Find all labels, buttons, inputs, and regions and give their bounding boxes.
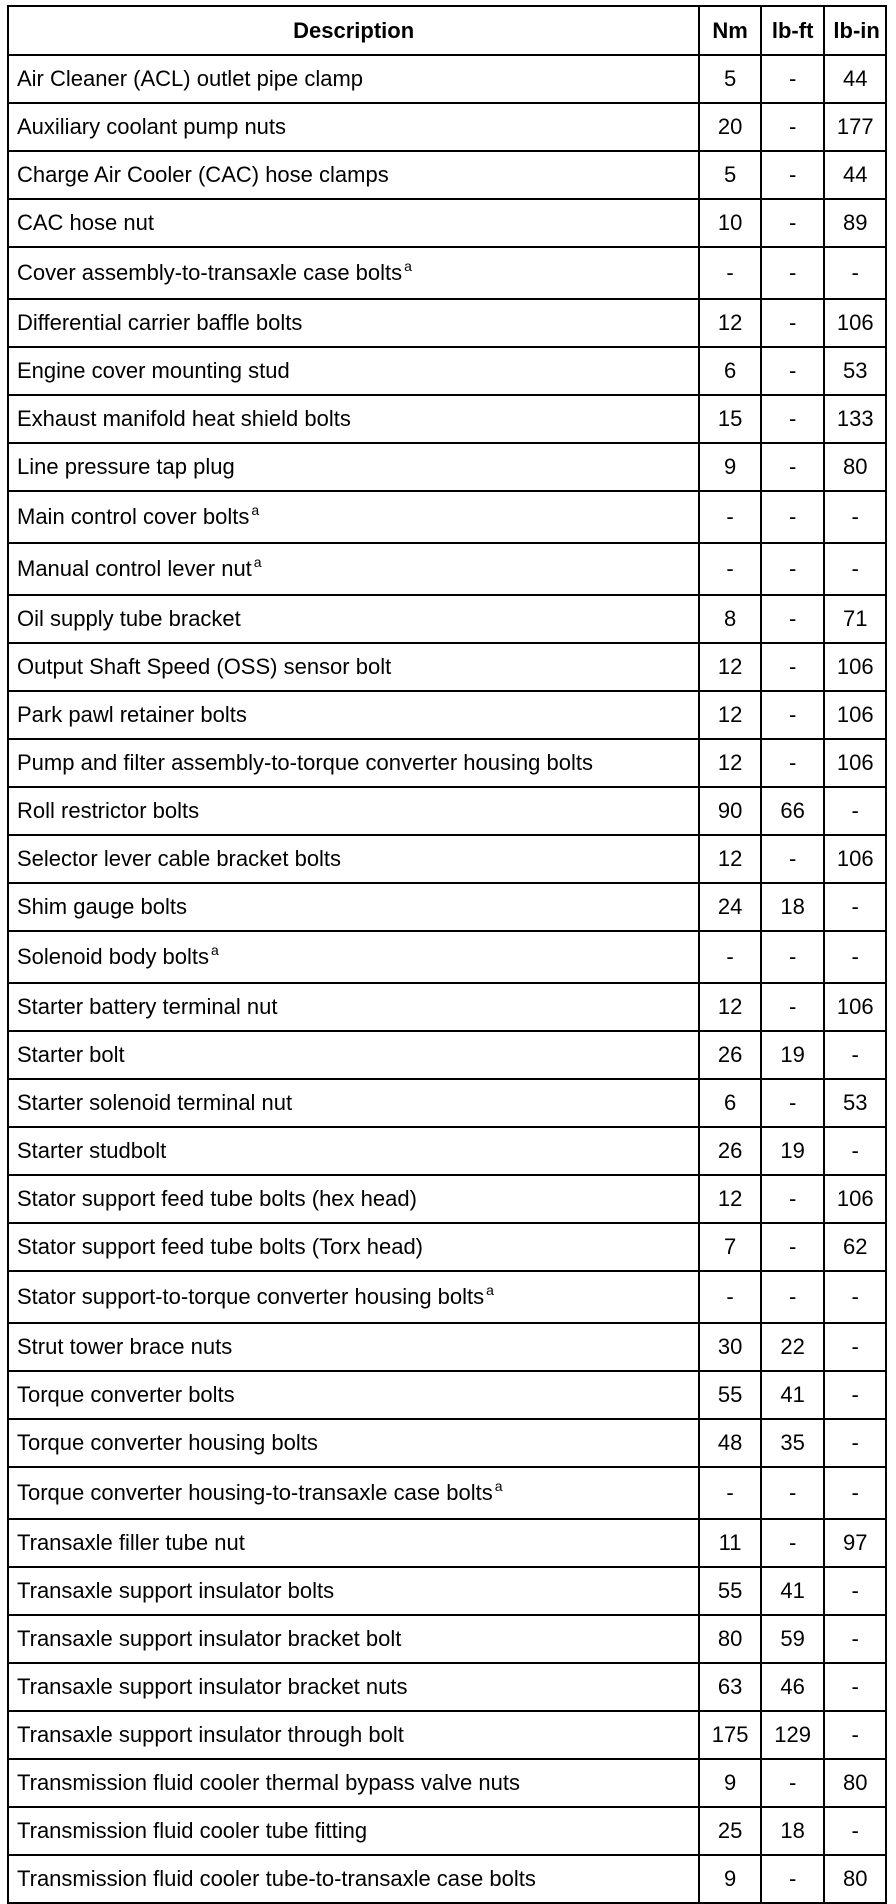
- cell-nm: 12: [699, 691, 761, 739]
- description-text: Starter bolt: [17, 1042, 125, 1067]
- cell-lbin: -: [824, 1567, 886, 1615]
- cell-lbft: -: [761, 347, 825, 395]
- table-row: [8, 199, 886, 247]
- column-header-lbin: lb-in: [824, 6, 886, 55]
- cell-lbft: -: [761, 835, 825, 883]
- description-text: Manual control lever nut: [17, 556, 252, 581]
- table-row: [8, 983, 886, 1031]
- table-row: [8, 1615, 886, 1663]
- description-text: Air Cleaner (ACL) outlet pipe clamp: [17, 66, 364, 91]
- table-row: [8, 1855, 886, 1903]
- cell-lbft: 19: [761, 1031, 825, 1079]
- table-row: [8, 1271, 886, 1323]
- cell-nm: 55: [699, 1371, 761, 1419]
- description-text: Oil supply tube bracket: [17, 606, 241, 631]
- table-row: [8, 151, 886, 199]
- description-text: Line pressure tap plug: [17, 454, 235, 479]
- cell-nm: 15: [699, 395, 761, 443]
- cell-description: [8, 543, 699, 595]
- cell-lbft: -: [761, 1271, 825, 1323]
- cell-nm: -: [699, 543, 761, 595]
- cell-lbin: 71: [824, 595, 886, 643]
- description-text: Selector lever cable bracket bolts: [17, 846, 342, 871]
- cell-nm: -: [699, 1467, 761, 1519]
- cell-description: [8, 151, 699, 199]
- cell-nm: 30: [699, 1323, 761, 1371]
- cell-description: [8, 931, 699, 983]
- cell-nm: 9: [699, 1855, 761, 1903]
- cell-lbft: -: [761, 199, 825, 247]
- description-text: Torque converter bolts: [17, 1382, 235, 1407]
- cell-description: [8, 1419, 699, 1467]
- table-row: [8, 543, 886, 595]
- cell-lbin: -: [824, 1663, 886, 1711]
- cell-description: [8, 1855, 699, 1903]
- cell-lbft: 18: [761, 883, 825, 931]
- cell-nm: 24: [699, 883, 761, 931]
- cell-nm: 90: [699, 787, 761, 835]
- table-row: [8, 1371, 886, 1419]
- description-text: Engine cover mounting stud: [17, 358, 290, 383]
- table-row: [8, 1031, 886, 1079]
- table-row: [8, 347, 886, 395]
- header-row: [8, 6, 886, 55]
- description-text: Transaxle support insulator bracket nuts: [17, 1674, 408, 1699]
- cell-lbin: -: [824, 1615, 886, 1663]
- table-row: [8, 1567, 886, 1615]
- cell-nm: 12: [699, 983, 761, 1031]
- cell-description: [8, 491, 699, 543]
- description-text: Main control cover bolts: [17, 504, 250, 529]
- cell-lbin: 133: [824, 395, 886, 443]
- cell-nm: -: [699, 491, 761, 543]
- table-row: [8, 491, 886, 543]
- cell-nm: 8: [699, 595, 761, 643]
- cell-lbin: 106: [824, 299, 886, 347]
- cell-nm: 5: [699, 55, 761, 103]
- description-text: Auxiliary coolant pump nuts: [17, 114, 287, 139]
- description-text: Transmission fluid cooler tube fitting: [17, 1818, 368, 1843]
- table-row: [8, 643, 886, 691]
- footnote-marker: a: [404, 258, 412, 274]
- cell-description: [8, 1371, 699, 1419]
- table-row: [8, 739, 886, 787]
- cell-lbft: 41: [761, 1567, 825, 1615]
- cell-description: [8, 595, 699, 643]
- cell-description: [8, 103, 699, 151]
- cell-lbft: -: [761, 55, 825, 103]
- table-row: [8, 395, 886, 443]
- cell-nm: 63: [699, 1663, 761, 1711]
- footnote-marker: a: [486, 1282, 494, 1298]
- table-row: [8, 595, 886, 643]
- cell-description: [8, 1079, 699, 1127]
- table-row: [8, 883, 886, 931]
- table-row: [8, 1467, 886, 1519]
- cell-lbft: -: [761, 395, 825, 443]
- cell-nm: 9: [699, 1759, 761, 1807]
- cell-lbin: 106: [824, 983, 886, 1031]
- cell-description: [8, 1615, 699, 1663]
- cell-nm: 25: [699, 1807, 761, 1855]
- cell-lbin: 53: [824, 347, 886, 395]
- cell-lbft: -: [761, 739, 825, 787]
- cell-lbft: -: [761, 643, 825, 691]
- column-header-nm: Nm: [699, 6, 761, 55]
- cell-lbft: 59: [761, 1615, 825, 1663]
- table-row: [8, 931, 886, 983]
- description-text: Transaxle filler tube nut: [17, 1530, 245, 1555]
- cell-lbin: -: [824, 787, 886, 835]
- footnote-marker: a: [211, 942, 219, 958]
- cell-description: [8, 883, 699, 931]
- cell-lbin: 106: [824, 1175, 886, 1223]
- description-text: Stator support-to-torque converter housing bolts: [17, 1284, 485, 1309]
- cell-nm: 11: [699, 1519, 761, 1567]
- table-row: [8, 1759, 886, 1807]
- table-row: [8, 1663, 886, 1711]
- cell-lbin: 89: [824, 199, 886, 247]
- cell-description: [8, 1807, 699, 1855]
- cell-nm: 5: [699, 151, 761, 199]
- cell-description: [8, 347, 699, 395]
- cell-description: [8, 1663, 699, 1711]
- column-header-lbft: lb-ft: [761, 6, 825, 55]
- cell-nm: 48: [699, 1419, 761, 1467]
- cell-lbin: -: [824, 1127, 886, 1175]
- description-text: Transmission fluid cooler thermal bypass valve nuts: [17, 1770, 520, 1795]
- cell-description: [8, 691, 699, 739]
- cell-description: [8, 787, 699, 835]
- cell-lbin: -: [824, 247, 886, 299]
- cell-lbft: -: [761, 443, 825, 491]
- description-text: Transaxle support insulator through bolt: [17, 1722, 404, 1747]
- cell-nm: 80: [699, 1615, 761, 1663]
- cell-nm: 12: [699, 643, 761, 691]
- cell-nm: 10: [699, 199, 761, 247]
- table-row: [8, 1807, 886, 1855]
- cell-lbft: 22: [761, 1323, 825, 1371]
- cell-nm: 26: [699, 1031, 761, 1079]
- cell-nm: 26: [699, 1127, 761, 1175]
- description-text: Torque converter housing bolts: [17, 1430, 318, 1455]
- description-text: Exhaust manifold heat shield bolts: [17, 406, 351, 431]
- footnote-marker: a: [253, 554, 262, 570]
- cell-description: [8, 1175, 699, 1223]
- description-text: CAC hose nut: [17, 210, 154, 235]
- cell-nm: 7: [699, 1223, 761, 1271]
- cell-lbin: -: [824, 1271, 886, 1323]
- table-row: [8, 443, 886, 491]
- cell-nm: 12: [699, 299, 761, 347]
- cell-lbft: -: [761, 1519, 825, 1567]
- description-text: Starter battery terminal nut: [17, 994, 278, 1019]
- cell-lbft: -: [761, 1855, 825, 1903]
- cell-nm: 55: [699, 1567, 761, 1615]
- column-header-description: Description: [8, 6, 699, 55]
- description-text: Solenoid body bolts: [17, 944, 210, 969]
- description-text: Cover assembly-to-transaxle case bolts: [17, 260, 403, 285]
- description-text: Roll restrictor bolts: [17, 798, 200, 823]
- cell-lbin: -: [824, 1419, 886, 1467]
- cell-description: [8, 1567, 699, 1615]
- cell-lbft: -: [761, 1223, 825, 1271]
- cell-nm: 12: [699, 739, 761, 787]
- table-row: [8, 103, 886, 151]
- cell-lbin: 177: [824, 103, 886, 151]
- cell-lbin: -: [824, 883, 886, 931]
- description-text: Output Shaft Speed (OSS) sensor bolt: [17, 654, 392, 679]
- cell-lbin: 44: [824, 55, 886, 103]
- cell-description: [8, 1271, 699, 1323]
- cell-nm: -: [699, 247, 761, 299]
- cell-lbft: -: [761, 491, 825, 543]
- cell-description: [8, 1711, 699, 1759]
- cell-description: [8, 1223, 699, 1271]
- description-text: Differential carrier baffle bolts: [17, 310, 303, 335]
- cell-description: [8, 1519, 699, 1567]
- description-text: Stator support feed tube bolts (hex head): [17, 1186, 417, 1211]
- cell-lbin: -: [824, 1467, 886, 1519]
- torque-spec-table: [7, 5, 887, 1904]
- description-text: Transaxle support insulator bracket bolt: [17, 1626, 402, 1651]
- cell-nm: 12: [699, 1175, 761, 1223]
- cell-lbft: -: [761, 543, 825, 595]
- cell-lbft: 19: [761, 1127, 825, 1175]
- cell-lbft: -: [761, 691, 825, 739]
- cell-description: [8, 1323, 699, 1371]
- cell-lbin: 80: [824, 1759, 886, 1807]
- cell-lbft: 66: [761, 787, 825, 835]
- cell-description: [8, 199, 699, 247]
- table-body: [8, 55, 886, 1903]
- cell-description: [8, 299, 699, 347]
- cell-nm: 6: [699, 347, 761, 395]
- cell-lbft: -: [761, 299, 825, 347]
- cell-lbin: -: [824, 1711, 886, 1759]
- cell-description: [8, 1467, 699, 1519]
- table-row: [8, 1323, 886, 1371]
- cell-nm: 20: [699, 103, 761, 151]
- cell-description: [8, 247, 699, 299]
- table-row: [8, 299, 886, 347]
- table-row: [8, 247, 886, 299]
- cell-lbft: 41: [761, 1371, 825, 1419]
- cell-lbin: -: [824, 1323, 886, 1371]
- description-text: Pump and filter assembly-to-torque converter housing bolts: [17, 750, 593, 775]
- cell-lbft: -: [761, 1759, 825, 1807]
- cell-nm: 175: [699, 1711, 761, 1759]
- table-row: [8, 1127, 886, 1175]
- cell-lbin: -: [824, 1371, 886, 1419]
- cell-lbin: -: [824, 491, 886, 543]
- cell-lbft: 35: [761, 1419, 825, 1467]
- cell-lbin: 80: [824, 443, 886, 491]
- table-row: [8, 1711, 886, 1759]
- cell-description: [8, 1759, 699, 1807]
- cell-description: [8, 443, 699, 491]
- cell-lbin: 106: [824, 835, 886, 883]
- table-row: [8, 1175, 886, 1223]
- table-row: [8, 1079, 886, 1127]
- description-text: Starter studbolt: [17, 1138, 167, 1163]
- description-text: Strut tower brace nuts: [17, 1334, 233, 1359]
- cell-lbin: -: [824, 543, 886, 595]
- cell-description: [8, 55, 699, 103]
- cell-lbft: -: [761, 247, 825, 299]
- cell-lbin: 80: [824, 1855, 886, 1903]
- cell-lbin: -: [824, 1807, 886, 1855]
- cell-lbft: -: [761, 103, 825, 151]
- cell-description: [8, 983, 699, 1031]
- cell-description: [8, 1127, 699, 1175]
- cell-description: [8, 1031, 699, 1079]
- torque-spec-table-container: [7, 5, 887, 1904]
- cell-lbft: -: [761, 151, 825, 199]
- cell-nm: 9: [699, 443, 761, 491]
- cell-lbin: 97: [824, 1519, 886, 1567]
- cell-lbin: 62: [824, 1223, 886, 1271]
- description-text: Transaxle support insulator bolts: [17, 1578, 335, 1603]
- table-row: [8, 55, 886, 103]
- cell-description: [8, 739, 699, 787]
- description-text: Park pawl retainer bolts: [17, 702, 247, 727]
- cell-nm: 12: [699, 835, 761, 883]
- table-row: [8, 1419, 886, 1467]
- description-text: Starter solenoid terminal nut: [17, 1090, 293, 1115]
- cell-lbft: 46: [761, 1663, 825, 1711]
- table-header: [8, 6, 886, 55]
- cell-lbin: -: [824, 1031, 886, 1079]
- cell-lbin: 106: [824, 643, 886, 691]
- description-text: Charge Air Cooler (CAC) hose clamps: [17, 162, 389, 187]
- footnote-marker: a: [494, 1478, 503, 1494]
- description-text: Shim gauge bolts: [17, 894, 187, 919]
- cell-lbin: 106: [824, 739, 886, 787]
- cell-description: [8, 835, 699, 883]
- cell-lbft: -: [761, 931, 825, 983]
- description-text: Stator support feed tube bolts (Torx head): [17, 1234, 424, 1259]
- cell-lbft: -: [761, 595, 825, 643]
- table-row: [8, 691, 886, 739]
- cell-lbin: 106: [824, 691, 886, 739]
- cell-lbft: -: [761, 1175, 825, 1223]
- cell-lbft: 18: [761, 1807, 825, 1855]
- cell-lbft: -: [761, 1079, 825, 1127]
- cell-nm: -: [699, 1271, 761, 1323]
- cell-lbft: 129: [761, 1711, 825, 1759]
- table-row: [8, 1223, 886, 1271]
- table-row: [8, 835, 886, 883]
- cell-lbin: 53: [824, 1079, 886, 1127]
- cell-nm: -: [699, 931, 761, 983]
- footnote-marker: a: [251, 502, 260, 518]
- table-row: [8, 1519, 886, 1567]
- description-text: Torque converter housing-to-transaxle case bolts: [17, 1480, 493, 1505]
- cell-description: [8, 643, 699, 691]
- cell-lbin: -: [824, 931, 886, 983]
- cell-nm: 6: [699, 1079, 761, 1127]
- cell-lbin: 44: [824, 151, 886, 199]
- cell-lbft: -: [761, 983, 825, 1031]
- description-text: Transmission fluid cooler tube-to-transaxle case bolts: [17, 1866, 536, 1891]
- table-row: [8, 787, 886, 835]
- cell-description: [8, 395, 699, 443]
- cell-lbft: -: [761, 1467, 825, 1519]
